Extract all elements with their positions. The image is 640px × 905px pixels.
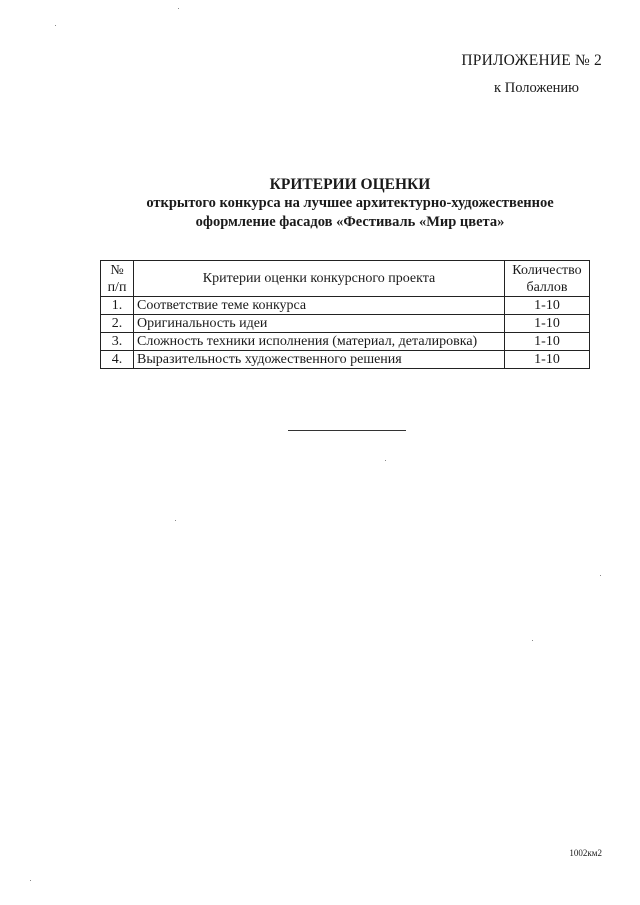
document-heading bbox=[80, 175, 620, 232]
footer-code: 1002км2 bbox=[569, 848, 602, 858]
row-criterion: Соответствие теме конкурса bbox=[134, 297, 505, 315]
table-row bbox=[101, 333, 590, 351]
row-number: 1. bbox=[101, 297, 134, 315]
scan-speck bbox=[178, 8, 179, 9]
row-score: 1-10 bbox=[505, 333, 590, 351]
row-score: 1-10 bbox=[505, 315, 590, 333]
row-score: 1-10 bbox=[505, 351, 590, 369]
row-number: 2. bbox=[101, 315, 134, 333]
row-criterion: Сложность техники исполнения (материал, деталировка) bbox=[134, 333, 505, 351]
scan-speck bbox=[385, 460, 386, 461]
row-number: 3. bbox=[101, 333, 134, 351]
table-row bbox=[101, 351, 590, 369]
header-number-line-1: № bbox=[110, 262, 124, 278]
scan-speck bbox=[55, 25, 56, 26]
table-row bbox=[101, 315, 590, 333]
header-score bbox=[505, 261, 590, 297]
header-score-line-1: Количество bbox=[512, 262, 582, 278]
header-number-line-2: п/п bbox=[107, 279, 127, 295]
criteria-table bbox=[100, 260, 590, 369]
heading-subtitle-line-1: открытого конкурса на лучшее архитектурно-художественное bbox=[146, 195, 554, 211]
table-row bbox=[101, 297, 590, 315]
appendix-title: ПРИЛОЖЕНИЕ № 2 bbox=[461, 52, 602, 69]
row-score: 1-10 bbox=[505, 297, 590, 315]
scan-speck bbox=[532, 640, 533, 641]
heading-subtitle-line-2: оформление фасадов «Фестиваль «Мир цвета» bbox=[195, 214, 505, 230]
row-criterion: Оригинальность идеи bbox=[134, 315, 505, 333]
header-number bbox=[101, 261, 134, 297]
scan-speck bbox=[600, 575, 601, 576]
row-criterion: Выразительность художественного решения bbox=[134, 351, 505, 369]
row-number: 4. bbox=[101, 351, 134, 369]
scan-speck bbox=[30, 880, 31, 881]
header-score-line-2: баллов bbox=[526, 279, 568, 295]
heading-title: КРИТЕРИИ ОЦЕНКИ bbox=[269, 176, 431, 193]
table-header-row bbox=[101, 261, 590, 297]
header-criteria: Критерии оценки конкурсного проекта bbox=[134, 261, 505, 297]
appendix-subtitle: к Положению bbox=[494, 80, 579, 96]
end-divider bbox=[288, 430, 406, 431]
scan-speck bbox=[175, 520, 176, 521]
